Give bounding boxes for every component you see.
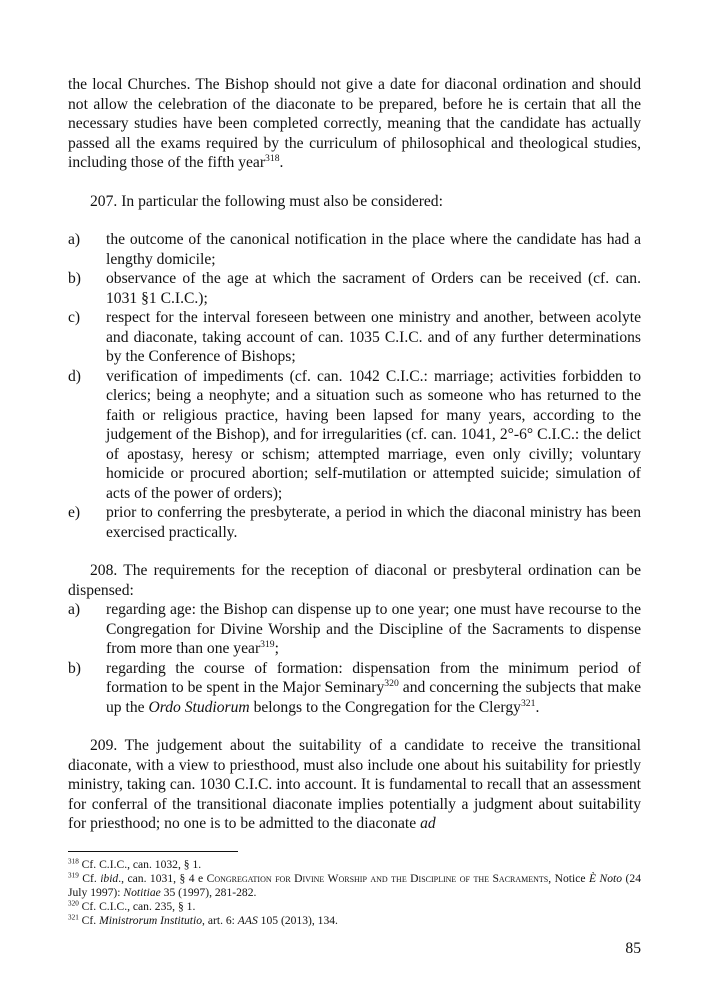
paragraph-208-intro: 208. The requirements for the reception of diaconal or presbyteral ordination can be dispensed: (68, 562, 641, 599)
paragraph-209: 209. The judgement about the suitability of a candidate to receive the transitional diaconate, with a view to priesthood, must also include one about his suitability for priestly ministry, taking can. 1030 C.I.C. into account. It is fundamental to recall that an assessment for conferral of the transitional diaconate implies potentially a judgment about suitability for priesthood; no one is to be admitted to the diaconate ad (68, 737, 641, 832)
list-marker: c) (68, 309, 81, 326)
italic-title: Ordo Studiorum (148, 698, 250, 716)
page-number: 85 (625, 940, 641, 957)
list-item: c) respect for the interval foreseen between one ministry and another, between acolyte and diaconate, taking account of can. 1035 C.I.C. and of any further determinations by the Conference of Bishops; (68, 309, 641, 365)
footnote-321: $^{321}$ Cf. Ministrorum Institutio, art. 6: AAS 105 (2013), 134. (68, 913, 338, 927)
list-207 (68, 230, 641, 542)
paragraph-text: the local Churches. The Bishop should not give a date for diaconal ordination and should not allow the celebration of the diaconate to be prepared, before he is certain that all the necessary studies have been completed correctly, meaning that the candidate has actually passed all the exams required by the curriculum of philosophical and theological studies, including those of the fifth year (68, 76, 641, 171)
footnote-ref-320[interactable]: 320 (384, 678, 399, 690)
list-marker: e) (68, 504, 81, 521)
footnote-320: $^{320}$ Cf. C.I.C., can. 235, § 1. (68, 899, 196, 913)
paragraph-intro: the local Churches. The Bishop should not give a date for diaconal ordination and should not allow the celebration of the diaconate to be prepared, before he is certain that all the necessary studies have been completed correctly, meaning that the candidate has actually passed all the exams required by the curriculum of philosophical and theological studies, including those of the fifth year$^{318}$. (68, 76, 641, 171)
main-text (68, 75, 641, 834)
footnote-divider (68, 851, 238, 852)
list-item: b) observance of the age at which the sacrament of Orders can be received (cf. can. 1031 §1 C.I.C.); (68, 270, 641, 307)
list-marker: a) (68, 601, 81, 618)
list-marker: a) (68, 231, 81, 248)
list-208 (68, 600, 641, 717)
list-marker: b) (68, 270, 81, 287)
paragraph-207-intro: 207. In particular the following must also be considered: (90, 192, 443, 210)
list-marker: d) (68, 367, 81, 385)
footnote-319: $^{319}$ Cf. ibid., can. 1031, § 4 e Congregation for Divine Worship and the Discipline of the Sacraments, Notice È Noto (24 July 1997): Notitiae 35 (1997), 281-282. (68, 871, 641, 899)
footnotes-section (68, 851, 641, 928)
list-item: d) verification of impediments (cf. can. 1042 C.I.C.: marriage; activities forbidden to clerics; being a neophyte; and a situation such as someone who has returned to the faith or religious practice, having been lapsed for many years, according to the judgement of the Bishop), and for irregularities (cf. can. 1041, 2°-6° C.I.C.: the delict of apostasy, heresy or schism; attempted marriage, even only civilly; voluntary homicide or procured abortion; self-mutilation or attempted suicide; simulation of acts of the power of orders); (68, 367, 641, 502)
list-marker: b) (68, 659, 81, 677)
list-item: b) regarding the course of formation: dispensation from the minimum period of formation to be spent in the Major Seminary$^{320}$ and concerning the subjects that make up the Ordo Studiorum belongs to the Congregation for the Clergy$^{321}$. (68, 659, 641, 716)
footnote-318: $^{318}$ Cf. C.I.C., can. 1032, § 1. (68, 857, 202, 871)
list-item: a) the outcome of the canonical notification in the place where the candidate has had a lengthy domicile; (68, 231, 641, 268)
list-item: a) regarding age: the Bishop can dispense up to one year; one must have recourse to the Congregation for Divine Worship and the Discipline of the Sacraments to dispense from more than one year$^{319}$; (68, 601, 641, 657)
list-item: e) prior to conferring the presbyterate, a period in which the diaconal ministry has been exercised practically. (68, 504, 641, 541)
footnote-ref-318[interactable]: 318 (265, 153, 280, 165)
footnote-ref-321[interactable]: 321 (520, 697, 536, 709)
footnote-ref-319[interactable]: 319 (260, 639, 275, 651)
